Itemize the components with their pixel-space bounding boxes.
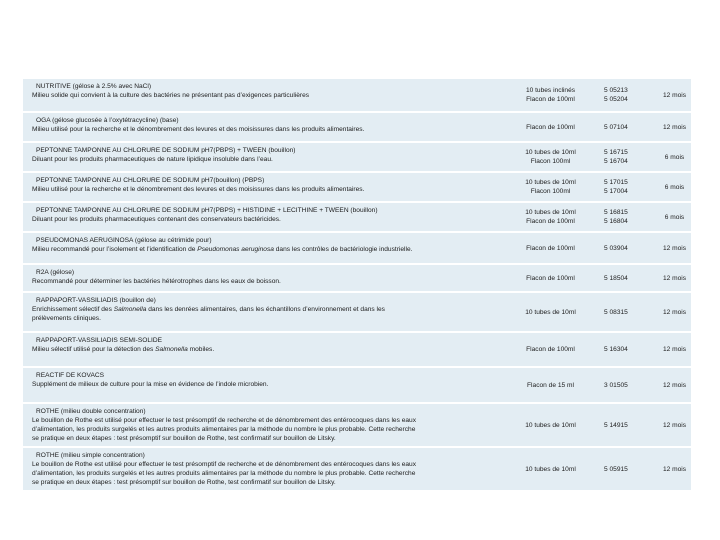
product-detail: Le bouillon de Rothe est utilisé pour effectuer le test présomptif de recherche et de dénombrement des entérocoques dans les eaux [32, 461, 417, 468]
organism-name: Pseudomonas aeruginosa [197, 246, 274, 253]
packaging-cell [503, 333, 598, 366]
shelf-life: 12 mois [662, 421, 687, 429]
product-description [23, 404, 503, 446]
reference-cell [598, 203, 650, 231]
product-description [23, 173, 503, 201]
reference-code: 5 17015 [604, 179, 628, 186]
product-title: R2A (gélose) [36, 269, 75, 276]
packaging-option: Flacon 100ml [530, 188, 571, 195]
product-title: PEPTONNE TAMPONNE AU CHLORURE DE SODIUM pH7(bouillon) (PBPS) [36, 177, 265, 184]
packaging-option: Flacon de 100ml [526, 123, 575, 131]
product-description [23, 233, 503, 263]
shelf-life: 12 mois [662, 465, 687, 473]
packaging-option: 10 tubes de 10ml [525, 149, 576, 156]
table-row [23, 79, 691, 113]
shelf-life-cell [650, 173, 691, 201]
product-description [23, 143, 503, 171]
shelf-life: 12 mois [662, 274, 687, 282]
reference-cell [598, 113, 650, 141]
shelf-life: 12 mois [662, 91, 687, 99]
product-detail: Diluant pour les produits pharmaceutiques de nature lipidique insoluble dans l’eau. [32, 156, 273, 163]
product-description [23, 113, 503, 141]
product-detail-text: mobiles. [187, 346, 215, 353]
reference-code: 5 16304 [604, 346, 628, 353]
product-title: OGA (gélose glucosée à l’oxytétracycline) (base) [36, 117, 179, 124]
product-title: ROTHE (milieu double concentration) [36, 408, 146, 415]
product-title: NUTRITIVE (gélose à 2.5% avec NaCl) [36, 83, 152, 90]
table-row [23, 203, 691, 233]
product-title: ROTHE (milieu simple concentration) [36, 452, 145, 459]
product-title: PSEUDOMONAS AERUGINOSA (gélose au cétrimide pour) [36, 237, 212, 244]
reference-cell [598, 333, 650, 366]
product-description [23, 265, 503, 291]
reference-cell [598, 143, 650, 171]
packaging-option: Flacon de 100ml [526, 244, 575, 252]
packaging-option: Flacon de 100ml [526, 96, 575, 103]
reference-code: 5 16715 [604, 149, 628, 156]
organism-name: Salmonella [155, 346, 188, 353]
product-detail: Le bouillon de Rothe est utilisé pour effectuer le test présomptif de recherche et de dénombrement des entérocoques dans les eaux [32, 417, 417, 424]
product-detail: prélèvements cliniques. [32, 315, 101, 322]
product-title: PEPTONNE TAMPONNE AU CHLORURE DE SODIUM pH7(PBPS) + HISTIDINE + LECITHINE + TWEEN (bouillon) [36, 207, 378, 214]
product-detail [32, 245, 499, 254]
table-row [23, 173, 691, 203]
shelf-life-cell [650, 79, 691, 111]
packaging-cell [503, 203, 598, 231]
shelf-life-cell [650, 448, 691, 490]
reference-cell [598, 404, 650, 446]
product-detail: d’alimentation, les produits surgelés et les autres produits alimentaires par la méthode du nombre le plus probable. Cette recherche [32, 426, 416, 433]
shelf-life: 6 mois [664, 153, 685, 161]
shelf-life: 12 mois [662, 308, 687, 316]
reference-code: 5 08315 [604, 308, 628, 316]
reference-code: 5 17004 [604, 188, 628, 195]
packaging-cell [503, 404, 598, 446]
product-detail: Recommandé pour déterminer les bactéries hétérotrophes dans les eaux de boisson. [32, 278, 281, 285]
table-row [23, 143, 691, 173]
reference-code: 5 16804 [604, 218, 628, 225]
product-detail: Supplément de milieux de culture pour la mise en évidence de l’indole microbien. [32, 381, 269, 388]
product-detail-text: dans les denrées alimentaires, dans les échantillons d’environnement et dans les [146, 306, 385, 313]
packaging-cell [503, 143, 598, 171]
table-row [23, 265, 691, 293]
reference-code: 5 07104 [604, 123, 628, 131]
reference-cell [598, 293, 650, 331]
shelf-life-cell [650, 203, 691, 231]
reference-code: 5 05213 [604, 87, 628, 94]
reference-cell [598, 173, 650, 201]
packaging-option: Flacon de 100ml [526, 274, 575, 282]
shelf-life: 12 mois [662, 346, 687, 353]
product-detail: Diluant pour les produits pharmaceutiques contenant des conservateurs bactéricides. [32, 216, 281, 223]
packaging-cell [503, 265, 598, 291]
packaging-cell [503, 293, 598, 331]
reference-code: 3 01505 [604, 381, 628, 389]
product-title: RAPPAPORT-VASSILIADIS (bouillon de) [36, 297, 156, 304]
reference-code: 5 05915 [604, 465, 628, 473]
reference-cell [598, 233, 650, 263]
product-detail-text: dans les contrôles de bactériologie industrielle. [273, 246, 413, 253]
table-row [23, 293, 691, 333]
packaging-option: 10 tubes inclinés [525, 87, 576, 94]
packaging-option: 10 tubes de 10ml [525, 465, 576, 473]
shelf-life: 12 mois [662, 244, 687, 252]
product-description [23, 448, 503, 490]
product-table [23, 79, 691, 492]
product-description [23, 79, 503, 111]
product-detail: se pratique en deux étapes : test présomptif sur bouillon de Rothe, test confirmatif sur bouillon de Litsky. [32, 479, 336, 486]
packaging-cell [503, 233, 598, 263]
reference-cell [598, 265, 650, 291]
packaging-cell [503, 368, 598, 402]
reference-code: 5 16704 [604, 158, 628, 165]
product-detail [32, 305, 499, 314]
product-description [23, 333, 503, 366]
product-description [23, 368, 503, 402]
shelf-life-cell [650, 293, 691, 331]
reference-code: 5 18504 [604, 274, 628, 282]
product-detail [32, 345, 499, 354]
reference-cell [598, 79, 650, 111]
table-row [23, 368, 691, 404]
packaging-option: 10 tubes de 10ml [525, 179, 576, 186]
reference-cell [598, 448, 650, 490]
reference-cell [598, 368, 650, 402]
table-row [23, 448, 691, 492]
product-description [23, 293, 503, 331]
reference-code: 5 03904 [604, 244, 628, 252]
packaging-option: Flacon de 100ml [526, 218, 575, 225]
product-detail: Milieu utilisé pour la recherche et le dénombrement des levures et des moisissures dans les produits alimentaires. [32, 126, 365, 133]
product-detail-text: Milieu sélectif utilisé pour la détection des [32, 346, 156, 353]
product-title: PEPTONNE TAMPONNE AU CHLORURE DE SODIUM pH7(PBPS) + TWEEN (bouillon) [36, 147, 296, 154]
packaging-option: Flacon 100ml [530, 158, 571, 165]
shelf-life-cell [650, 233, 691, 263]
shelf-life-cell [650, 113, 691, 141]
table-row [23, 404, 691, 448]
packaging-cell [503, 173, 598, 201]
product-detail: d’alimentation, les produits surgelés et les autres produits alimentaires par la méthode du nombre le plus probable. Cette recherche [32, 470, 416, 477]
product-detail-text: Milieu recommandé pour l’isolement et l’identification de [32, 246, 198, 253]
reference-code: 5 16815 [604, 209, 628, 216]
shelf-life-cell [650, 265, 691, 291]
product-detail: Milieu solide qui convient à la culture des bactéries ne présentant pas d’exigences particulières [32, 92, 310, 99]
product-detail: se pratique en deux étapes : test présomptif sur bouillon de Rothe, test confirmatif sur bouillon de Litsky. [32, 435, 336, 442]
packaging-cell [503, 113, 598, 141]
shelf-life: 12 mois [662, 123, 687, 131]
packaging-option: Flacon de 100ml [526, 346, 575, 353]
reference-code: 5 05204 [604, 96, 628, 103]
packaging-cell [503, 79, 598, 111]
product-detail-text: Enrichissement sélectif des [32, 306, 114, 313]
shelf-life: 6 mois [664, 183, 685, 191]
reference-code: 5 14915 [604, 421, 628, 429]
product-title: REACTIF DE KOVACS [36, 372, 105, 379]
table-row [23, 333, 691, 368]
packaging-option: 10 tubes de 10ml [525, 209, 576, 216]
packaging-option: Flacon de 15 ml [527, 381, 574, 389]
shelf-life-cell [650, 404, 691, 446]
packaging-option: 10 tubes de 10ml [525, 421, 576, 429]
packaging-option: 10 tubes de 10ml [525, 308, 576, 316]
shelf-life-cell [650, 143, 691, 171]
product-detail: Milieu utilisé pour la recherche et le dénombrement des levures et des moisissures dans les produits alimentaires. [32, 186, 365, 193]
shelf-life-cell [650, 333, 691, 366]
product-description [23, 203, 503, 231]
product-title: RAPPAPORT-VASSILIADIS SEMI-SOLIDE [36, 337, 163, 344]
shelf-life: 6 mois [664, 213, 685, 221]
organism-name: Salmonella [113, 306, 147, 313]
shelf-life-cell [650, 368, 691, 402]
table-row [23, 233, 691, 265]
table-row [23, 113, 691, 143]
packaging-cell [503, 448, 598, 490]
shelf-life: 12 mois [662, 381, 687, 389]
